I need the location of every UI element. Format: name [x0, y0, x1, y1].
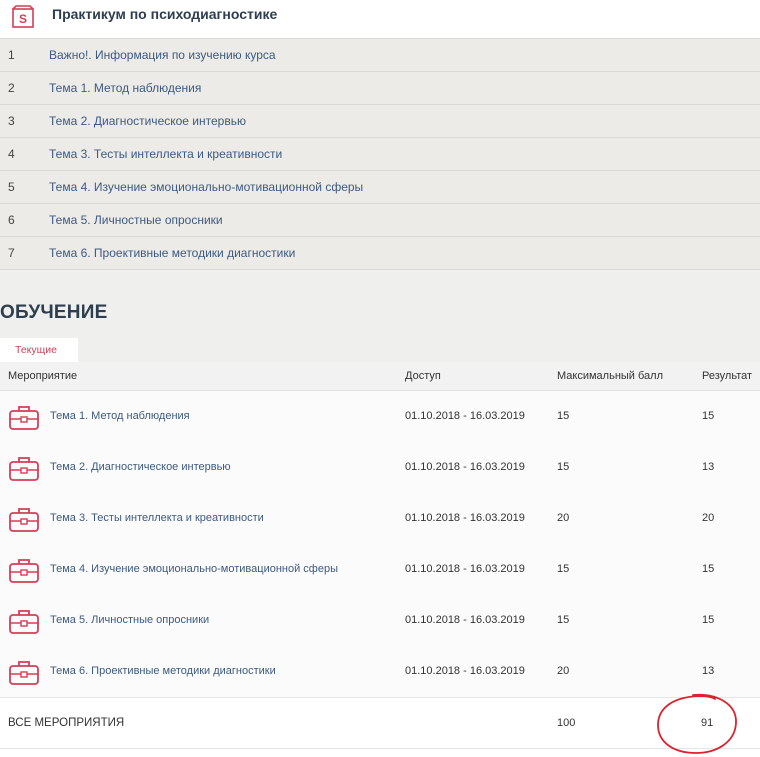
access-period: 01.10.2018 - 16.03.2019 [405, 614, 525, 626]
course-header [0, 0, 760, 38]
activity-link[interactable]: Тема 5. Личностные опросники [50, 614, 210, 626]
topic-link[interactable]: Важно!. Информация по изучению курса [49, 48, 276, 62]
topic-row [0, 203, 760, 236]
topic-row [0, 137, 760, 170]
result-score: 15 [702, 410, 715, 422]
result-score: 13 [702, 665, 715, 677]
tab-current[interactable] [0, 338, 78, 362]
result-score: 15 [702, 614, 715, 626]
briefcase-icon [8, 658, 40, 686]
briefcase-icon [8, 505, 40, 533]
topic-link[interactable]: Тема 5. Личностные опросники [49, 213, 223, 227]
topic-row [0, 170, 760, 203]
access-period: 01.10.2018 - 16.03.2019 [405, 461, 525, 473]
scorm-package-icon [10, 4, 36, 30]
topic-row [0, 236, 760, 270]
max-score: 15 [557, 563, 570, 575]
max-score: 15 [557, 614, 570, 626]
briefcase-icon [8, 607, 40, 635]
tab-current-label: Текущие [15, 344, 57, 356]
activity-link[interactable]: Тема 2. Диагностическое интервью [50, 461, 231, 473]
briefcase-icon [8, 403, 40, 431]
topic-list [0, 38, 760, 270]
topic-row [0, 71, 760, 104]
table-row [0, 391, 760, 443]
briefcase-icon [8, 556, 40, 584]
header-result: Результат [702, 370, 753, 382]
topic-link[interactable]: Тема 4. Изучение эмоционально-мотивационной сферы [49, 180, 364, 194]
table-row [0, 646, 760, 698]
total-label: ВСЕ МЕРОПРИЯТИЯ [8, 717, 125, 729]
topic-number: 5 [8, 180, 15, 194]
topic-number: 7 [8, 246, 15, 260]
section-title: ОБУЧЕНИЕ [0, 302, 108, 323]
activity-link[interactable]: Тема 1. Метод наблюдения [50, 410, 190, 422]
header-access: Доступ [405, 370, 441, 382]
topic-number: 1 [8, 48, 15, 62]
access-period: 01.10.2018 - 16.03.2019 [405, 410, 525, 422]
topic-row [0, 38, 760, 71]
max-score: 15 [557, 461, 570, 473]
activity-link[interactable]: Тема 4. Изучение эмоционально-мотивационной сферы [50, 563, 338, 575]
total-max-score: 100 [557, 717, 576, 729]
max-score: 20 [557, 512, 570, 524]
access-period: 01.10.2018 - 16.03.2019 [405, 563, 525, 575]
course-title[interactable]: Практикум по психодиагностике [52, 6, 278, 22]
table-header [0, 362, 760, 391]
table-row [0, 493, 760, 545]
access-period: 01.10.2018 - 16.03.2019 [405, 512, 525, 524]
annotation-circle [655, 692, 739, 756]
result-score: 20 [702, 512, 715, 524]
topic-number: 6 [8, 213, 15, 227]
topic-number: 3 [8, 114, 15, 128]
header-activity: Мероприятие [8, 370, 78, 382]
briefcase-icon [8, 454, 40, 482]
result-score: 15 [702, 563, 715, 575]
activities-table [0, 362, 760, 757]
result-score: 13 [702, 461, 715, 473]
topic-link[interactable]: Тема 6. Проективные методики диагностики [49, 246, 296, 260]
topic-link[interactable]: Тема 1. Метод наблюдения [49, 81, 202, 95]
header-max-score: Максимальный балл [557, 370, 663, 382]
max-score: 15 [557, 410, 570, 422]
access-period: 01.10.2018 - 16.03.2019 [405, 665, 525, 677]
topic-number: 2 [8, 81, 15, 95]
activity-link[interactable]: Тема 6. Проективные методики диагностики [50, 665, 276, 677]
table-row [0, 442, 760, 494]
svg-text:S: S [18, 12, 28, 26]
table-row [0, 595, 760, 647]
max-score: 20 [557, 665, 570, 677]
topic-link[interactable]: Тема 3. Тесты интеллекта и креативности [49, 147, 283, 161]
topic-link[interactable]: Тема 2. Диагностическое интервью [49, 114, 246, 128]
activity-link[interactable]: Тема 3. Тесты интеллекта и креативности [50, 512, 264, 524]
total-result: 91 [701, 717, 714, 729]
topic-row [0, 104, 760, 137]
topic-number: 4 [8, 147, 15, 161]
total-row [0, 698, 760, 749]
table-row [0, 544, 760, 596]
